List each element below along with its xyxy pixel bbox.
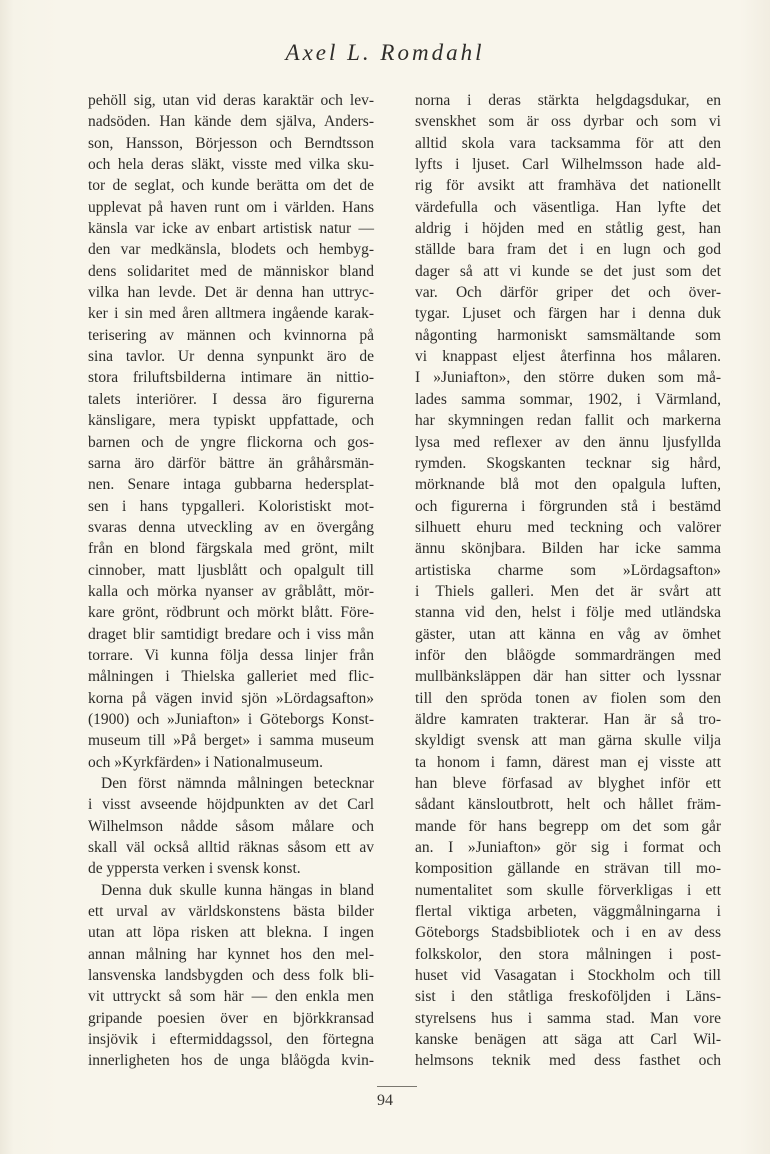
text-line: upplevat på haven runt om i världen. Hans [88,198,374,216]
text-line: gäster, utan att känna en våg av ömhet [415,625,721,643]
text-line: kalla och mörka nyanser av gråblått, mör- [88,582,374,600]
text-line: skyldigt svensk att man gärna skulle vilja [415,732,721,750]
text-line: vilka han levde. Det är denna han uttryc- [88,284,374,302]
text-line: har skymningen redan fallit och markerna [415,412,721,430]
text-line: stora friluftsbilderna intimare än nittio- [88,369,374,387]
text-line: vit uttryckt så som här — den enkla men [88,988,374,1006]
text-line: utan att löpa risken att blekna. I ingen [88,924,374,942]
text-line: kanske benägen att säga att Carl Wil- [415,1031,721,1049]
text-line: lades samma sommar, 1902, i Värmland, [415,390,721,408]
text-line: vi knappast eljest återfinna hos målaren. [415,348,721,366]
text-line: I »Juniafton», den större duken som må- [415,369,721,387]
text-line: sina tavlor. Ur denna synpunkt äro de [88,348,374,366]
text-line: mörknande blå mot den opalgula luften, [415,476,721,494]
text-line: i Thiels galleri. Men det är svårt att [415,582,721,600]
text-line: tor de seglat, och kunde berätta om det de [88,177,374,195]
text-line: och figurerna i förgrunden stå i bestämd [415,497,721,515]
text-line: Wilhelmson nådde såsom målare och [88,817,374,835]
text-line: barnen och de yngre flickorna och gos- [88,433,374,451]
text-line: Göteborgs Stadsbibliotek och i en av dess [415,924,721,942]
text-line: rig för avsikt att framhäva det nationellt [415,177,721,195]
text-line: nadsöden. Han kände dem själva, Anders- [88,113,374,131]
text-line: huset vid Vasagatan i Stockholm och till [415,967,721,985]
text-line: någonting harmoniskt samsmältande som [415,326,721,344]
text-line: tygar. Ljuset och färgen har i denna duk [415,305,721,323]
text-line: sådant känsloutbrott, helt och hållet främ- [415,796,721,814]
text-line: ta honom i famn, därest man ej visste att [415,753,721,771]
text-line: lyfts i ljuset. Carl Wilhelmsson hade ald- [415,156,721,174]
text-line: känsla var icke av enbart artistisk natur — [88,220,374,238]
text-line: till den spröda tonen av fiolen som den [415,689,721,707]
text-line: stanna vid den, helst i följe med utländska [415,604,721,622]
text-line: svaras denna utveckling av en övergång [88,518,374,536]
text-line: kare grönt, rödbrunt och mörkt blått. Före- [88,604,374,622]
text-line: mande för hans begrepp om det som går [415,817,721,835]
text-line: innerligheten hos de unga blåögda kvin- [88,1052,374,1070]
text-line: folkskolor, den stora målningen i post- [415,945,721,963]
text-line: han bleve förfasad av blyghet inför ett [415,775,721,792]
text-line: terisering av männen och kvinnorna på [88,326,374,344]
text-line: helmsons teknik med dess fasthet och [415,1052,721,1070]
text-line: ett urval av världskonstens bästa bilder [88,903,374,921]
text-line: komposition gällande en strävan till mo- [415,860,721,878]
text-line: dens solidaritet med de människor bland [88,262,374,280]
text-line: inför den blåögde sommardrängen med [415,646,721,664]
text-line: aldrig i höjden med en ståtlig gest, han [415,220,721,238]
text-line: norna i deras stärkta helgdagsdukar, en [415,92,721,109]
text-line: svenskhet som är oss dyrbar och som vi [415,113,721,131]
text-line: alltid skola vara tacksamma för att den [415,134,721,152]
text-line: pehöll sig, utan vid deras karaktär och lev- [88,92,374,109]
text-line: lansvenska landsbygden och dess folk bli- [88,967,374,985]
text-line: Den först nämnda målningen betecknar [101,775,374,792]
text-line: korna på vägen invid sjön »Lördagsafton» [88,689,374,707]
text-line: Denna duk skulle kunna hängas in bland [101,881,374,899]
text-line: dager så att vi kunde se det just som det [415,262,721,280]
text-line: sist i den ståtliga freskoföljden i Läns- [415,988,721,1006]
text-line: och »Kyrkfärden» i Nationalmuseum. [88,753,324,771]
text-line: de yppersta verken i svensk konst. [88,860,301,878]
text-line: målningen i Thielska galleriet med flic- [88,668,374,686]
text-line: insjövik i eftermiddagssol, den förtegna [88,1031,374,1049]
text-line: nen. Senare intaga gubbarna hedersplat- [88,476,374,494]
text-line: den var medkänsla, blodets och hembyg- [88,241,374,259]
text-line: känsligare, mera typiskt uppfattade, och [88,412,374,430]
text-line: gripande poesien över en björkkransad [88,1009,374,1027]
text-line: äldre kamraten trakterar. Han är så tro- [415,710,721,728]
text-line: ker i sin med åren alltmera ingående karak- [88,305,374,323]
right-text-column [415,90,721,1072]
text-line: var. Och därför griper det och över- [415,284,721,302]
text-line: ännu skönjbara. Bilden har icke samma [415,540,721,558]
text-line: son, Hansson, Börjesson och Berndtsson [88,134,374,152]
text-line: lysa med reflexer av den ännu ljusfyllda [415,433,721,451]
text-line: från en blond färgskala med grönt, milt [88,540,374,558]
text-line: silhuett ehuru med teckning och valörer [415,518,721,536]
text-line: an. I »Juniafton» gör sig i format och [415,839,721,857]
text-line: sarna äro därför bättre än gråhårsmän- [88,454,374,472]
text-line: rymden. Skogskanten tecknar sig hård, [415,454,721,472]
text-line: (1900) och »Juniafton» i Göteborgs Konst- [88,710,374,728]
running-header: Axel L. Romdahl [285,40,485,65]
page-number-rule [377,1086,417,1087]
text-line: numentalitet som skulle förverkligas i ett [415,881,721,899]
text-line: cinnober, matt ljusblått och opalgult till [88,561,374,579]
left-text-column [88,90,374,1072]
text-line: artistiska charme som »Lördagsafton» [415,561,721,579]
text-line: talets interiörer. I dessa äro figurerna [88,390,374,408]
text-line: flertal viktiga arbeten, väggmålningarna i [415,903,721,921]
text-line: värdefulla och väsentliga. Han lyfte det [415,198,721,216]
text-line: i visst avseende höjdpunkten av det Carl [88,796,374,814]
text-line: draget blir samtidigt bredare och i viss mån [88,625,374,643]
text-line: och hela deras släkt, visste med vilka sku- [88,156,374,174]
text-line: mullbänksläppen där han sitter och lyssnar [415,668,721,686]
text-line: museum till »På berget» i samma museum [88,732,374,750]
text-line: torrare. Vi kunna följa dessa linjer från [88,646,374,664]
text-line: ställde bara fram det i en lugn och god [415,241,721,259]
page-number: 94 [377,1092,393,1109]
text-line: styrelsens hus i samma stad. Man vore [415,1009,721,1027]
text-line: skall väl också alltid räknas såsom ett av [88,839,374,857]
text-line: annan målning har kynnet hos den mel- [88,945,374,963]
text-line: sen i hans typgalleri. Koloristiskt mot- [88,497,374,515]
